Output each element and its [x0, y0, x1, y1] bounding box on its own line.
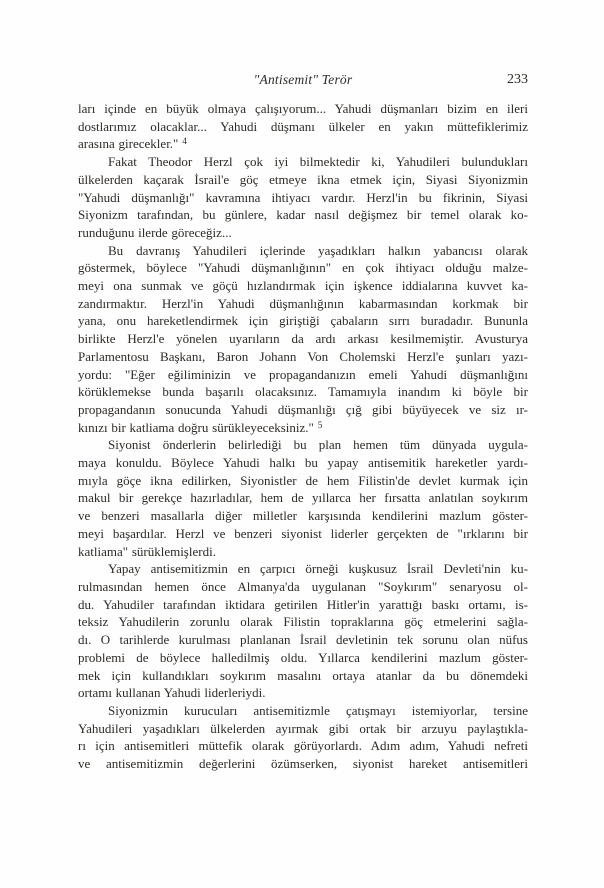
text-line: ortamı kullanan Yahudi liderleriydi.	[78, 685, 266, 701]
text-line: runduğunu ilerde göreceğiz...	[78, 224, 232, 240]
text-line	[78, 135, 528, 153]
text-line: Yahudileri yaşadıkları ülkelerden ayırmak gibi ortak bir arzuyu paylaştıkla-	[78, 720, 528, 736]
paragraph	[78, 242, 528, 437]
text-line: Siyonist önderlerin belirlediği bu plan hemen tüm dünyada uygula-	[108, 437, 528, 453]
paragraph	[78, 560, 528, 702]
text-line: yana, onu hareketlendirmek için giriştiği çabaların sırrı buradadır. Bununla	[78, 313, 528, 329]
text-line: katliama" sürüklemişlerdi.	[78, 543, 216, 559]
text-line: "Yahudi düşmanlığı" kavramına ihtiyacı vardır. Herzl'in bu fikrinin, Siyasi	[78, 189, 528, 205]
text-line-text: arasına girecekler."	[78, 136, 179, 152]
text-line	[78, 419, 528, 437]
text-line: mek için kullandıkları soykırım masalını ortaya atanlar da bu dönemdeki	[78, 667, 528, 683]
page-number: 233	[507, 72, 528, 87]
running-header	[78, 71, 528, 89]
text-line: zandırmaktır. Herzl'in Yahudi düşmanlığının kabarmasından korkmak bir	[78, 295, 528, 311]
text-line: ve antisemitizmin değerlerini özümserken, siyonist hareket antisemitleri	[78, 756, 528, 772]
text-line: Siyonizmin kurucuları antisemitizmle çatışmayı istemiyorlar, tersine	[108, 702, 528, 718]
text-line: körüklemekse bunda başarılı olacaksınız. Tamamıyla inandım ki böyle bir	[78, 384, 528, 400]
text-line: problemi de böylece halledilmiş oldu. Yıllarca kendilerini mazlum göster-	[78, 649, 528, 665]
text-line: propagandanın sonucunda Yahudi düşmanlığı çığ gibi büyüyecek ve siz ır-	[78, 401, 528, 417]
text-line: mıyla göçe ikna edilirken, Siyonistler de hem Filistin'de devlet kurmak için	[78, 472, 528, 488]
text-line: du. Yahudiler tarafından iktidara getirilen Hitler'in yarattığı baskı ortamı, is-	[78, 596, 528, 612]
text-line: birlikte Herzl'e yönelen uyarıların da ardı arkası kesilmemiştir. Avusturya	[78, 331, 528, 347]
text-line-text: kınızı bir katliama doğru sürükleyeceksiniz."	[78, 419, 314, 435]
footnote-ref: 5	[317, 419, 323, 430]
text-line: Siyonizm tarafından, bu günlere, kadar nasıl değişmez bir temel olarak ko-	[78, 207, 528, 223]
text-line: maya konuldu. Böylece Yahudi halkı bu yapay antisemitik hareketler yardı-	[78, 455, 528, 471]
text-line: Yapay antisemitizmin en çarpıcı örneği kuşkusuz İsrail Devleti'nin ku-	[108, 561, 528, 577]
text-line: makul bir gerekçe hazırladılar, hem de yıllarca her fırsatta anlatılan soykırım	[78, 490, 528, 506]
text-line: ülkelerden kaçarak İsrail'e göç etmeye ikna etmek için, Siyasi Siyonizmin	[78, 171, 528, 187]
text-line: meyi ona sunmak ve göçü hızlandırmak için işkence iddialarına kuvvet ka-	[78, 278, 528, 294]
text-line: ları içinde en büyük olmaya çalışıyorum... Yahudi düşmanları bizim en ileri	[78, 101, 528, 116]
paragraph	[78, 702, 528, 773]
paragraph	[78, 100, 528, 153]
text-line: rı için antisemitleri müttefik olarak görüyorlardı. Adım adım, Yahudi nefreti	[78, 738, 528, 754]
text-line: teksiz Yahudilerin zorunlu olarak Filistin topraklarına göç etmelerini sağla-	[78, 614, 528, 630]
text-line: dı. O tarihlerde kurulması planlanan İsrail devletinin tek sorunu olan nüfus	[78, 632, 528, 648]
text-line: meyi başardılar. Herzl ve benzeri siyonist liderler gerçekten de "ırklarını bir	[78, 525, 528, 541]
text-line: yordu: "Eğer eğiliminizin ve propagandanızın emeli Yahudi düşmanlığını	[78, 366, 528, 382]
paragraph	[78, 153, 528, 242]
paragraph	[78, 436, 528, 560]
page-body	[78, 100, 528, 773]
footnote-ref: 4	[182, 136, 187, 147]
text-line: göstermek, böylece "Yahudi düşmanlığının" en çok ihtiyacı olduğu malze-	[78, 260, 528, 276]
text-line: rulmasından hemen önce Almanya'da uygulanan "Soykırım" senaryosu ol-	[78, 578, 528, 594]
text-line: Parlamentosu Başkanı, Baron Johann Von Cholemski Herzl'e şunları yazı-	[78, 348, 528, 364]
text-line: dostlarımız olacaklar... Yahudi düşmanı ülkeler en yakın müttefiklerimiz	[78, 118, 528, 134]
text-line: ve benzeri masallarla diğer milletler karşısında kendilerini mazlum göster-	[78, 508, 528, 524]
chapter-title: "Antisemit" Terör	[253, 72, 353, 87]
text-line: Fakat Theodor Herzl çok iyi bilmektedir ki, Yahudileri bulundukları	[108, 154, 528, 170]
text-line: Bu davranış Yahudileri içlerinde yaşadıkları halkın yabancısı olarak	[108, 242, 528, 258]
